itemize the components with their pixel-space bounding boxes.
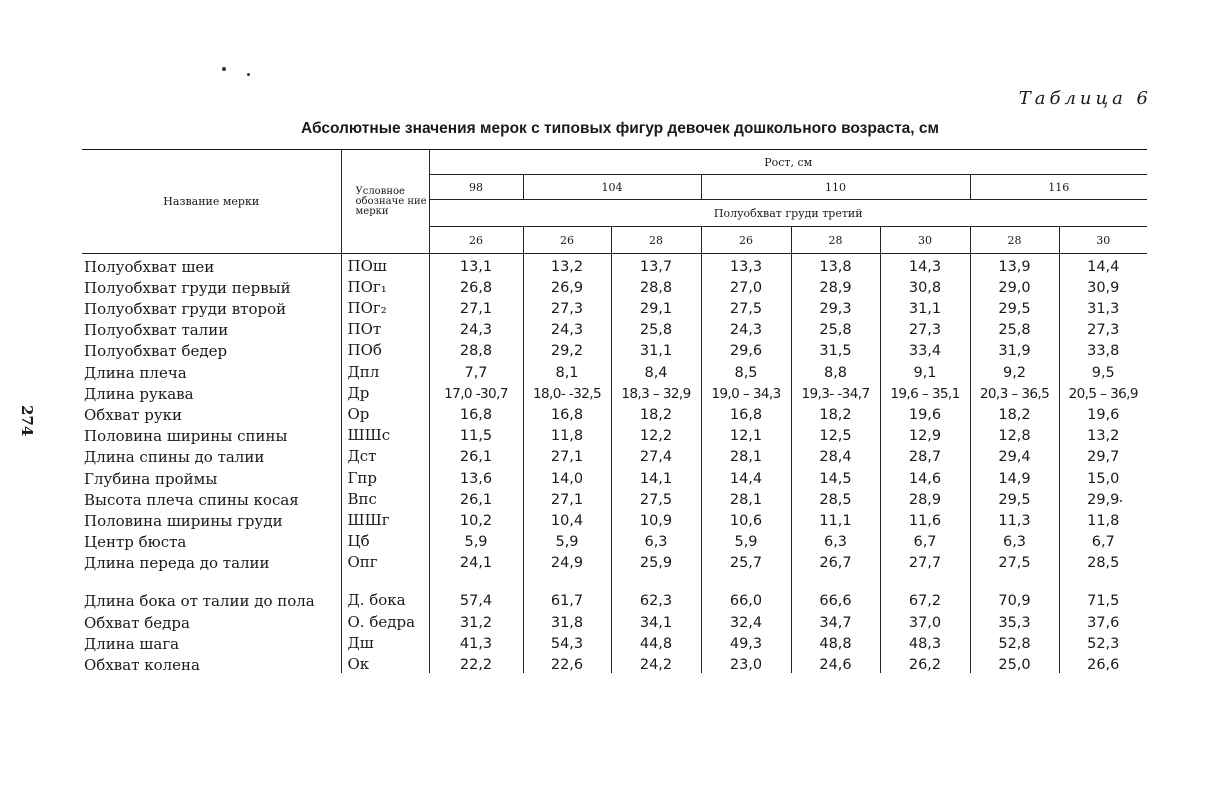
measurement-value: 24,3 — [429, 317, 523, 338]
measurement-value: 6,3 — [791, 529, 880, 550]
measurement-name: Глубина проймы — [82, 465, 341, 486]
measurement-value: 8,8 — [791, 359, 880, 380]
measurement-value: 31,1 — [611, 338, 701, 359]
measurement-abbreviation: ШШг — [341, 508, 429, 529]
measurement-value: 14,4 — [1087, 258, 1120, 275]
measurement-value: 29,3 — [791, 296, 880, 317]
measurement-abbreviation: ПОт — [341, 317, 429, 338]
measurement-value: 33,4 — [880, 338, 970, 359]
measurement-value: 66,0 — [701, 571, 791, 609]
measurement-name: Длина рукава — [82, 381, 341, 402]
measurement-abbreviation: ПОг₁ — [341, 275, 429, 296]
bust-header-cell: 26 — [701, 227, 791, 254]
measurement-abbreviation: Впс — [341, 487, 429, 508]
measurement-abbreviation: Опг — [341, 550, 429, 571]
measurement-value: 52,8 — [970, 631, 1059, 652]
table-row — [82, 275, 1147, 296]
measurement-value: 29,2 — [523, 338, 611, 359]
measurement-value: 24,6 — [791, 652, 880, 673]
measurement-value: 18,0- -32,5 — [523, 381, 611, 402]
table-number: Таблица 6 — [1018, 88, 1152, 109]
bust-header-cell: 28 — [791, 227, 880, 254]
measurement-value: 24,3 — [701, 317, 791, 338]
measurement-value: 27,5 — [701, 296, 791, 317]
bust-header-cell: 28 — [611, 227, 701, 254]
measurement-value: 28,7 — [880, 444, 970, 465]
table-row — [82, 444, 1147, 465]
measurement-abbreviation: Ор — [341, 402, 429, 423]
measurement-value: 30,9 — [1087, 279, 1120, 296]
table-body — [82, 254, 1147, 673]
measurement-value: 14,1 — [611, 465, 701, 486]
measurement-value: 9,1 — [880, 359, 970, 380]
measurement-value: 27,0 — [701, 275, 791, 296]
measurement-value: 29,9 — [1087, 491, 1120, 508]
measurement-name: Полуобхват бедер — [82, 338, 341, 359]
measurement-value: 31,1 — [880, 296, 970, 317]
measurement-name: Обхват бедра — [82, 609, 341, 630]
measurement-value: 18,2 — [791, 402, 880, 423]
page-number: 274 — [18, 405, 36, 437]
measurement-value: 20,5 – 36,9 — [1068, 385, 1138, 402]
measurement-value: 13,9 — [970, 254, 1059, 275]
measurement-value: 18,2 — [970, 402, 1059, 423]
measurement-value: 6,7 — [880, 529, 970, 550]
measurement-value: 32,4 — [701, 609, 791, 630]
measurement-abbreviation: Цб — [341, 529, 429, 550]
measurement-value: 12,2 — [611, 423, 701, 444]
measurement-value: 26,2 — [880, 652, 970, 673]
measurement-value: 25,0 — [970, 652, 1059, 673]
measurement-name: Длина переда до талии — [82, 550, 341, 571]
measurement-value: 34,1 — [611, 609, 701, 630]
measurement-value: 14,4 — [701, 465, 791, 486]
measurement-value: 10,6 — [701, 508, 791, 529]
measurement-name: Полуобхват груди второй — [82, 296, 341, 317]
measurement-name: Половина ширины спины — [82, 423, 341, 444]
measurement-value: 13,1 — [429, 254, 523, 275]
table-row — [82, 487, 1147, 508]
measurement-value: 25,8 — [970, 317, 1059, 338]
measurement-value: 16,8 — [701, 402, 791, 423]
measurement-value: 30,8 — [880, 275, 970, 296]
table-row — [82, 317, 1147, 338]
height-header-110: 110 — [701, 175, 970, 200]
measurement-value: 28,9 — [880, 487, 970, 508]
measurement-value: 7,7 — [429, 359, 523, 380]
measurement-value: 11,6 — [880, 508, 970, 529]
table-row — [82, 338, 1147, 359]
measurement-value: 54,3 — [523, 631, 611, 652]
measurement-value: 25,8 — [611, 317, 701, 338]
measurement-value: 29,0 — [970, 275, 1059, 296]
measurement-value: 23,0 — [701, 652, 791, 673]
measurement-value: 52,3 — [1087, 635, 1120, 652]
table-row — [82, 381, 1147, 402]
measurement-value: 29,1 — [611, 296, 701, 317]
measurement-abbreviation: Др — [341, 381, 429, 402]
measurement-value: 24,1 — [429, 550, 523, 571]
measurement-value: 6,3 — [611, 529, 701, 550]
measurement-value: 6,3 — [970, 529, 1059, 550]
measurement-value: 11,1 — [791, 508, 880, 529]
measurement-value: 24,9 — [523, 550, 611, 571]
measurement-value: 70,9 — [970, 571, 1059, 609]
measurement-value: 31,9 — [970, 338, 1059, 359]
measurement-value: 31,5 — [791, 338, 880, 359]
measurement-value: 57,4 — [429, 571, 523, 609]
measurement-value: 10,9 — [611, 508, 701, 529]
measurement-value: 13,2 — [523, 254, 611, 275]
height-group-header: Рост, см — [429, 150, 1147, 175]
measurement-abbreviation: ПОб — [341, 338, 429, 359]
measurement-name: Полуобхват груди первый — [82, 275, 341, 296]
table-row — [82, 609, 1147, 630]
table-row — [82, 296, 1147, 317]
measurement-value: 27,5 — [970, 550, 1059, 571]
measurement-value: 24,3 — [523, 317, 611, 338]
measurement-name: Длина спины до талии — [82, 444, 341, 465]
measurement-name: Центр бюста — [82, 529, 341, 550]
measurement-value: 5,9 — [429, 529, 523, 550]
table-row — [82, 423, 1147, 444]
measurement-value: 18,3 – 32,9 — [611, 381, 701, 402]
measurement-name: Обхват руки — [82, 402, 341, 423]
measurement-value: 44,8 — [611, 631, 701, 652]
measurement-value: 5,9 — [523, 529, 611, 550]
measurement-value: 26,1 — [429, 487, 523, 508]
measurement-value: 12,5 — [791, 423, 880, 444]
measurement-value: 11,5 — [429, 423, 523, 444]
measurement-abbreviation: ШШс — [341, 423, 429, 444]
measurement-value: 37,0 — [880, 609, 970, 630]
measurement-value: 29,7 — [1087, 449, 1120, 466]
measurement-name: Половина ширины груди — [82, 508, 341, 529]
measurement-value: 12,9 — [880, 423, 970, 444]
measurement-value: 13,6 — [429, 465, 523, 486]
measurement-value: 37,6 — [1087, 614, 1120, 631]
measurement-value: 19,0 – 34,3 — [701, 381, 791, 402]
table-row — [82, 529, 1147, 550]
measurement-value: 19,6 – 35,1 — [880, 381, 970, 402]
measurement-value: 10,4 — [523, 508, 611, 529]
table-row — [82, 359, 1147, 380]
measurement-abbreviation: Дст — [341, 444, 429, 465]
measurement-value: 29,5 — [970, 296, 1059, 317]
measurement-name: Длина шага — [82, 631, 341, 652]
measurement-value: 29,5 — [970, 487, 1059, 508]
measurement-value: 16,8 — [429, 402, 523, 423]
measurement-value: 8,4 — [611, 359, 701, 380]
measurement-value: 41,3 — [429, 631, 523, 652]
measurements-table — [82, 149, 1147, 673]
measurement-value: 27,1 — [429, 296, 523, 317]
measurement-value: 9,2 — [970, 359, 1059, 380]
measurement-value: 29,4 — [970, 444, 1059, 465]
measurement-value: 26,1 — [429, 444, 523, 465]
measurement-value: 26,6 — [1087, 656, 1120, 673]
height-header-98: 98 — [429, 175, 523, 200]
measurement-value: 11,8 — [523, 423, 611, 444]
print-speck — [247, 73, 250, 76]
measurement-value: 14,5 — [791, 465, 880, 486]
measurement-value: 22,6 — [523, 652, 611, 673]
measurement-value: 11,8 — [1087, 512, 1120, 529]
measurement-name: Обхват колена — [82, 652, 341, 673]
measurement-value: 19,3- -34,7 — [791, 381, 880, 402]
measurement-value: 31,8 — [523, 609, 611, 630]
measurement-name: Полуобхват талии — [82, 317, 341, 338]
measurement-value: 8,1 — [523, 359, 611, 380]
measurement-value: 27,1 — [523, 487, 611, 508]
measurement-value: 62,3 — [611, 571, 701, 609]
measurement-value: 24,2 — [611, 652, 701, 673]
measurement-value: 12,8 — [970, 423, 1059, 444]
print-speck — [222, 67, 226, 71]
measurement-value: 29,6 — [701, 338, 791, 359]
measurement-abbreviation: ПОг₂ — [341, 296, 429, 317]
measurement-value: 14,3 — [880, 254, 970, 275]
measurement-abbreviation: Ок — [341, 652, 429, 673]
measurement-value: 22,2 — [429, 652, 523, 673]
measurement-abbreviation: Д. бока — [341, 571, 429, 609]
measurement-value: 28,9 — [791, 275, 880, 296]
height-header-116: 116 — [970, 175, 1147, 200]
table-row — [82, 254, 1147, 275]
bust-header-cell: 30 — [880, 227, 970, 254]
measurement-value: 25,8 — [791, 317, 880, 338]
measurement-abbreviation: ПОш — [341, 254, 429, 275]
measurement-value: 13,8 — [791, 254, 880, 275]
measurement-value: 6,7 — [1091, 534, 1115, 551]
bust-group-header: Полуобхват груди третий — [429, 200, 1147, 227]
height-header-104: 104 — [523, 175, 701, 200]
bust-header-cell: 26 — [523, 227, 611, 254]
measurement-value: 27,5 — [611, 487, 701, 508]
measurement-value: 27,7 — [880, 550, 970, 571]
measurement-value: 27,3 — [880, 317, 970, 338]
measurement-value: 15,0 — [1087, 470, 1120, 487]
measurement-value: 49,3 — [701, 631, 791, 652]
measurement-value: 31,2 — [429, 609, 523, 630]
table-row — [82, 631, 1147, 652]
measurement-value: 20,3 – 36,5 — [970, 381, 1059, 402]
measurement-value: 34,7 — [791, 609, 880, 630]
table-row — [82, 550, 1147, 571]
measurement-value: 27,1 — [523, 444, 611, 465]
column-header-name: Название мерки — [82, 150, 341, 254]
measurement-value: 28,4 — [791, 444, 880, 465]
measurement-value: 33,8 — [1087, 343, 1120, 360]
measurement-name: Полуобхват шеи — [82, 254, 341, 275]
measurement-value: 28,5 — [1087, 555, 1120, 572]
measurement-abbreviation: Гпр — [341, 465, 429, 486]
measurement-value: 13,7 — [611, 254, 701, 275]
table-row — [82, 571, 1147, 609]
measurement-value: 35,3 — [970, 609, 1059, 630]
measurement-name: Высота плеча спины косая — [82, 487, 341, 508]
measurement-value: 26,7 — [791, 550, 880, 571]
measurement-value: 14,6 — [880, 465, 970, 486]
measurement-value: 16,8 — [523, 402, 611, 423]
measurement-value: 31,3 — [1087, 301, 1120, 318]
measurement-value: 19,6 — [1087, 407, 1120, 423]
measurement-value: 8,5 — [701, 359, 791, 380]
measurement-value: 28,1 — [701, 444, 791, 465]
measurement-abbreviation: Дш — [341, 631, 429, 652]
bust-header-cell: 30 — [1059, 227, 1147, 254]
measurement-abbreviation: О. бедра — [341, 609, 429, 630]
measurement-value: 28,5 — [791, 487, 880, 508]
column-header-abbreviation: Условное обозначе ние мерки — [341, 150, 429, 254]
measurement-value: 19,6 — [880, 402, 970, 423]
measurement-value: 71,5 — [1087, 593, 1120, 610]
measurement-value: 61,7 — [523, 571, 611, 609]
table-row — [82, 508, 1147, 529]
measurement-value: 48,3 — [880, 631, 970, 652]
table-title: Абсолютные значения мерок с типовых фигур девочек дошкольного возраста, см — [301, 120, 939, 137]
measurement-value: 27,3 — [1087, 322, 1120, 339]
table-row — [82, 652, 1147, 673]
measurement-name: Длина бока от талии до пола — [82, 571, 341, 609]
measurement-value: 10,2 — [429, 508, 523, 529]
measurement-value: 28,8 — [611, 275, 701, 296]
measurement-value: 18,2 — [611, 402, 701, 423]
measurement-value: 27,3 — [523, 296, 611, 317]
measurement-value: 28,8 — [429, 338, 523, 359]
measurement-value: 13,2 — [1087, 428, 1120, 445]
measurement-value: 13,3 — [701, 254, 791, 275]
bust-header-cell: 26 — [429, 227, 523, 254]
measurement-value: 26,9 — [523, 275, 611, 296]
measurement-value: 14,0 — [523, 465, 611, 486]
measurement-value: 17,0 -30,7 — [429, 381, 523, 402]
measurement-value: 66,6 — [791, 571, 880, 609]
measurement-name: Длина плеча — [82, 359, 341, 380]
measurement-value: 25,9 — [611, 550, 701, 571]
measurement-value: 28,1 — [701, 487, 791, 508]
measurement-value: 26,8 — [429, 275, 523, 296]
measurement-value: 14,9 — [970, 465, 1059, 486]
measurement-value: 25,7 — [701, 550, 791, 571]
measurement-value: 27,4 — [611, 444, 701, 465]
bust-header-cell: 28 — [970, 227, 1059, 254]
table-row — [82, 465, 1147, 486]
measurement-value: 11,3 — [970, 508, 1059, 529]
measurement-value: 48,8 — [791, 631, 880, 652]
measurement-value: 12,1 — [701, 423, 791, 444]
measurement-value: 9,5 — [1091, 364, 1115, 381]
measurement-value: 5,9 — [701, 529, 791, 550]
table-header — [82, 150, 1147, 254]
table-row — [82, 402, 1147, 423]
measurement-abbreviation: Дпл — [341, 359, 429, 380]
measurement-value: 67,2 — [880, 571, 970, 609]
